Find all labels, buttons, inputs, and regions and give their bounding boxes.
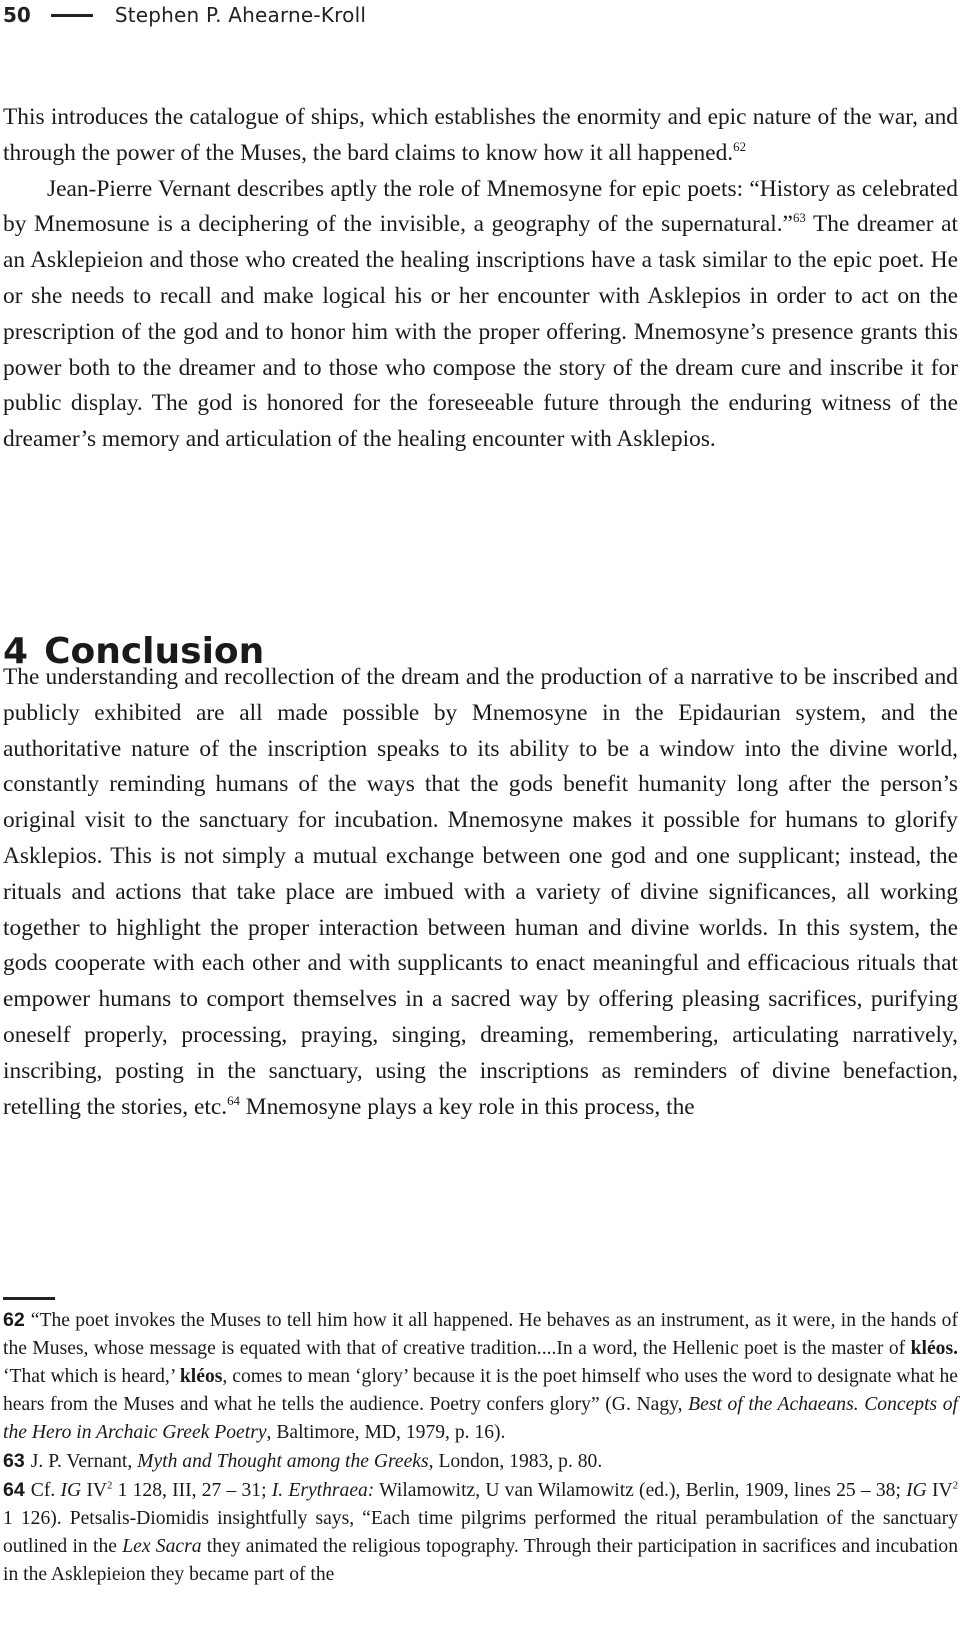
footnote-ref[interactable]: 63	[792, 211, 806, 226]
footnote-63: 63 J. P. Vernant, Myth and Thought among the Greeks, London, 1983, p. 80.	[3, 1450, 603, 1472]
footnote-62: 62 “The poet invokes the Muses to tell him how it all happened. He behaves as an instrument, as it were, in the hands of the Muses, whose message is equated with that of creative tradition....In a word, the Hellenic poet is the master of kléos. ‘That which is heard,’ kléos, comes to mean ‘glory’ because it is the poet himself who uses the word to designate what he hears from the Muses and what he tells the audience. Poetry confers glory” (G. Nagy, Best of the Achaeans. Concepts of the Hero in Archaic Greek Poetry, Baltimore, MD, 1979, p. 16).	[3, 1309, 958, 1443]
running-head	[3, 2, 366, 28]
body-text-conclusion	[3, 660, 958, 1125]
footnote-64: 64 Cf. IG $IV^2$ 1 128, III, 27 – 31; I. Erythraea: Wilamowitz, U van Wilamowitz (ed.), Berlin, 1909, lines 25 – 38; IG $IV^2$ 1 126). Petsalis-Diomidis insightfully says, “Each time pilgrims performed the ritual perambulation of the sanctuary outlined in the Lex Sacra they animated the religious topography. Through their participation in sacrifices and incubation in the Asklepieion they became part of the	[3, 1479, 959, 1585]
footnote-number: 64	[3, 1479, 25, 1501]
footnote-number: 63	[3, 1450, 25, 1472]
footnote-ref[interactable]: 64	[227, 1093, 240, 1108]
paragraph: Jean-Pierre Vernant describes aptly the role of Mnemosyne for epic poets: “History as celebrated by Mnemosune is a deciphering of the invisible, a geography of the supernatural.”$^{63}$ The dreamer at an Asklepieion and those who created the healing inscriptions have a task similar to the epic poet. He or she needs to recall and make logical his or her encounter with Asklepios in order to act on the prescription of the god and to honor him with the proper offering. Mnemosyne’s presence grants this power both to the dreamer and to those who compose the story of the dream cure and inscribe it for public display. The god is honored for the foreseeable future through the enduring witness of the dreamer’s memory and articulation of the healing encounter with Asklepios.	[3, 175, 958, 453]
footnote-ref[interactable]: 62	[733, 140, 747, 154]
paragraph: This introduces the catalogue of ships, which establishes the enormity and epic nature of the war, and through the power of the Muses, the bard claims to know how it all happened.$^{62}$	[3, 104, 958, 166]
footnotes	[3, 1306, 958, 1589]
footnote-number: 62	[3, 1309, 25, 1331]
header-rule	[51, 14, 93, 17]
running-head-author: Stephen P. Ahearne-Kroll	[114, 3, 367, 27]
body-text-upper	[3, 100, 958, 458]
footnote-rule	[3, 1297, 55, 1300]
section-number: 4	[3, 630, 29, 672]
page-number: 50	[3, 3, 31, 27]
paragraph: The understanding and recollection of the dream and the production of a narrative to be inscribed and publicly exhibited are all made possible by Mnemosyne in the Epidaurian system, and the authoritative nature of the inscription speaks to its ability to be a window into the divine world, constantly reminding humans of the ways that the gods benefit humanity long after the person’s original visit to the sanctuary for incubation. Mnemosyne makes it possible for humans to glorify Asklepios. This is not simply a mutual exchange between one god and one supplicant; instead, the rituals and actions that take place are imbued with a variety of divine significances, all working together to highlight the proper interaction between human and divine worlds. In this system, the gods cooperate with each other and with supplicants to enact meaningful and efficacious rituals that empower humans to comport themselves in a sacred way by offering pleasing sacrifices, purifying oneself properly, processing, praying, singing, dreaming, remembering, articulating narratively, inscribing, posting in the sanctuary, using the inscriptions as reminders of divine benefaction, retelling the stories, etc.$^{64}$ Mnemosyne plays a key role in this process, the	[3, 664, 958, 1120]
section-title: Conclusion	[44, 630, 265, 672]
